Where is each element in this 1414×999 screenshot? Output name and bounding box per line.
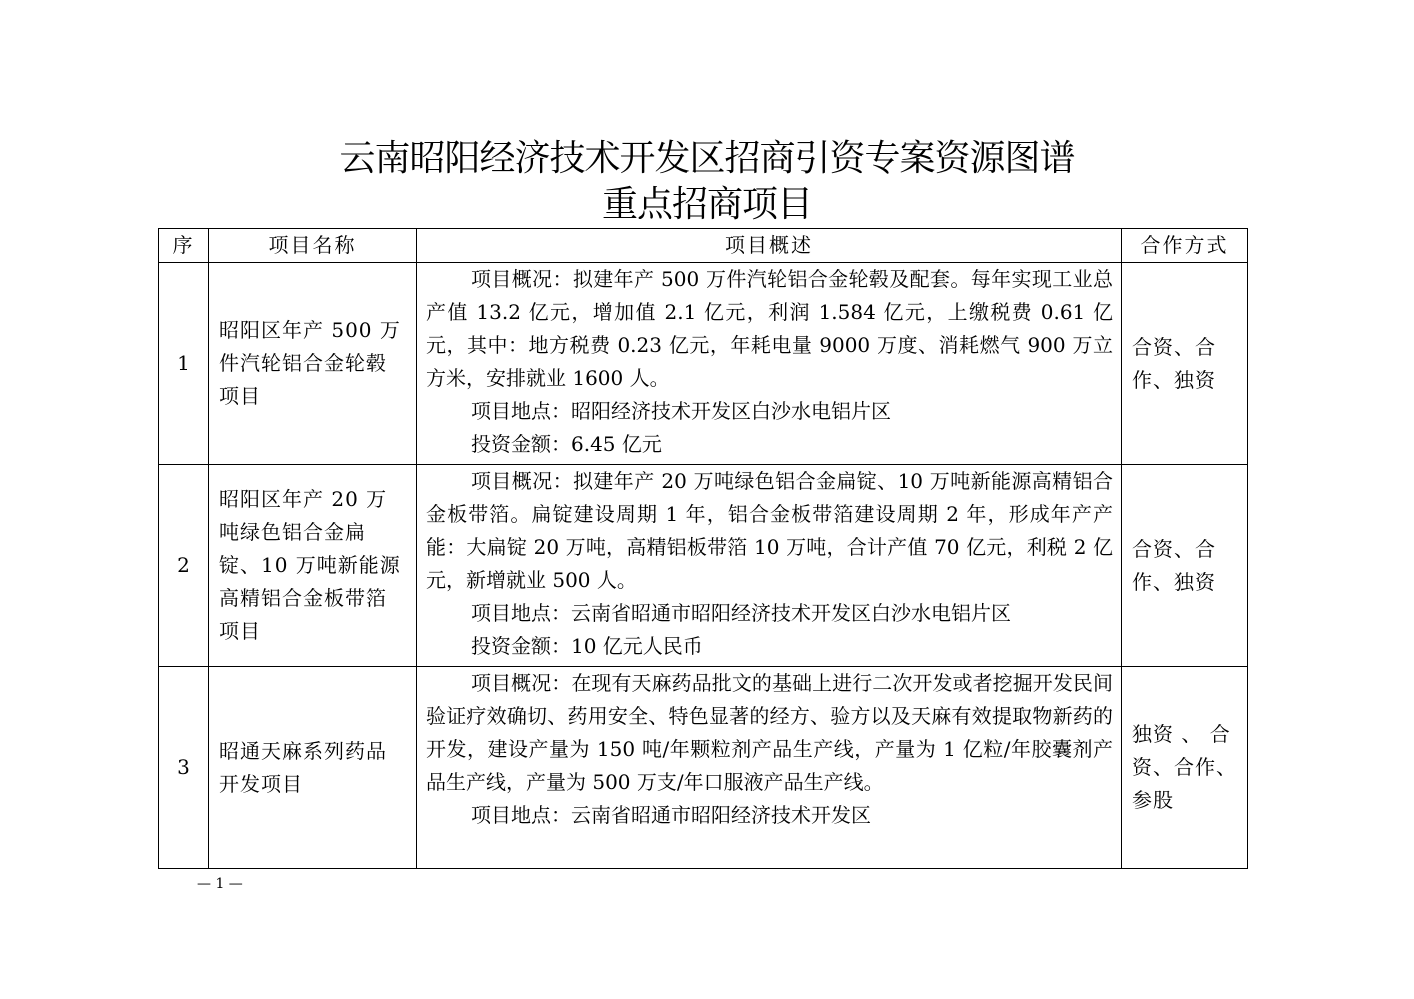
header-no: 序 — [159, 229, 209, 263]
project-name-line: 件汽轮铝合金轮毂 — [219, 351, 387, 375]
coop-line: 资、合作、 — [1132, 755, 1237, 779]
investment-text: 投资金额：10 亿元人民币 — [471, 634, 703, 658]
project-overview — [417, 667, 1122, 869]
project-name — [209, 465, 417, 667]
row-number: 1 — [159, 263, 209, 465]
coop-line: 作、独资 — [1132, 569, 1216, 594]
project-name-line: 项目 — [219, 619, 261, 643]
project-overview — [417, 263, 1122, 465]
project-name-line: 昭通天麻系列药品 — [219, 738, 387, 763]
project-name — [209, 667, 417, 869]
page-number: — 1 — — [197, 876, 243, 892]
investment-text: 投资金额：6.45 亿元 — [471, 432, 662, 456]
project-name-line: 高精铝合金板带箔 — [219, 586, 387, 610]
table-row — [159, 667, 1248, 869]
project-name-line: 昭阳区年产 500 万 — [219, 318, 401, 342]
header-coop: 合作方式 — [1122, 229, 1248, 263]
project-overview — [417, 465, 1122, 667]
table-row — [159, 465, 1248, 667]
coop-line: 参股 — [1132, 788, 1174, 812]
location-text: 项目地点：云南省昭通市昭阳经济技术开发区 — [471, 803, 871, 827]
project-name-line: 昭阳区年产 20 万 — [219, 487, 388, 511]
coop-line: 合资、合 — [1132, 536, 1216, 561]
document-subtitle: 重点招商项目 — [601, 184, 812, 225]
header-overview: 项目概述 — [417, 229, 1122, 263]
table-header-row — [159, 229, 1248, 263]
row-number: 2 — [159, 465, 209, 667]
overview-text: 项目概况：在现有天麻药品批文的基础上进行二次开发或者挖掘开发民间验证疗效确切、药用安全、特色显著的经方、验方以及天麻有效提取物新药的开发，建设产量为 150 吨/年颗粒剂产品生产线，产量为 1 亿粒/年胶囊剂产品生产线，产量为 500 万支/年口服液产品生产线。 — [426, 671, 1113, 794]
table-row — [159, 263, 1248, 465]
coop-line: 独资 、 合 — [1132, 722, 1231, 746]
project-name-line: 开发项目 — [219, 771, 303, 796]
project-name — [209, 263, 417, 465]
row-number: 3 — [159, 667, 209, 869]
header-name: 项目名称 — [209, 229, 417, 263]
project-name-line: 项目 — [219, 384, 261, 408]
document-title: 云南昭阳经济技术开发区招商引资专案资源图谱 — [339, 138, 1075, 179]
overview-text: 项目概况：拟建年产 500 万件汽轮铝合金轮毂及配套。每年实现工业总产值 13.2 亿元，增加值 2.1 亿元，利润 1.584 亿元，上缴税费 0.61 亿元，其中：地方税费 0.23 亿元，年耗电量 9000 万度、消耗燃气 900 万立方米，安排就业 1600 人。 — [426, 267, 1113, 390]
overview-text: 项目概况：拟建年产 20 万吨绿色铝合金扁锭、10 万吨新能源高精铝合金板带箔。扁锭建设周期 1 年，铝合金板带箔建设周期 2 年，形成年产产能：大扁锭 20 万吨，高精铝板带箔 10 万吨，合计产值 70 亿元，利税 2 亿元，新增就业 500 人。 — [426, 469, 1113, 592]
project-name-line: 锭、10 万吨新能源 — [219, 553, 401, 577]
coop-line: 作、独资 — [1132, 367, 1216, 392]
project-name-line: 吨绿色铝合金扁 — [219, 520, 366, 544]
cooperation-mode — [1122, 263, 1248, 465]
coop-line: 合资、合 — [1132, 334, 1216, 359]
cooperation-mode — [1122, 667, 1248, 869]
location-text: 项目地点：云南省昭通市昭阳经济技术开发区白沙水电铝片区 — [471, 601, 1011, 625]
cooperation-mode — [1122, 465, 1248, 667]
location-text: 项目地点：昭阳经济技术开发区白沙水电铝片区 — [471, 399, 891, 423]
projects-table — [158, 228, 1248, 869]
